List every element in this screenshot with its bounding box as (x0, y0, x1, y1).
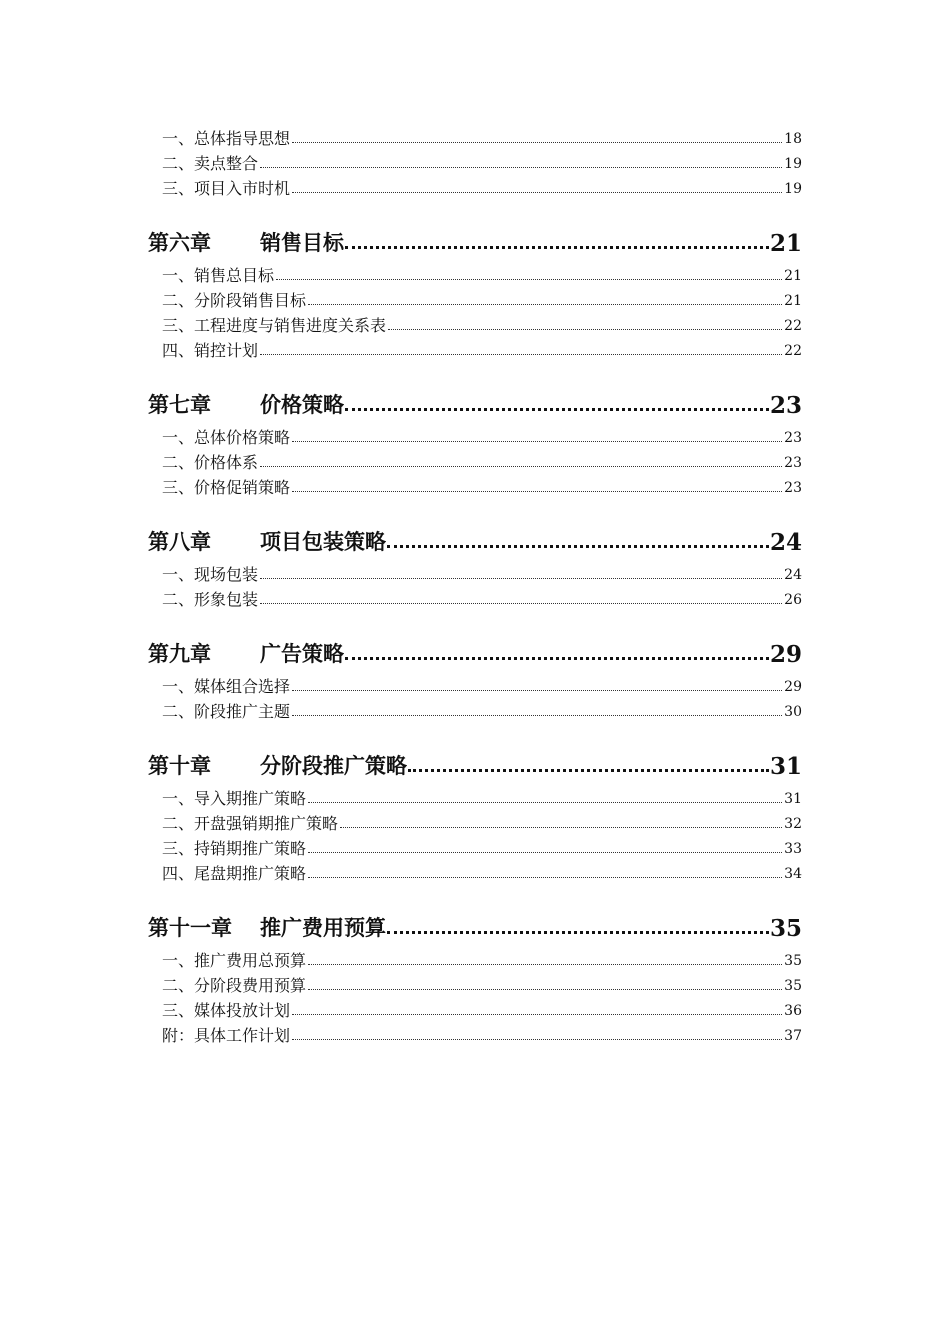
page-number: 31 (769, 753, 802, 780)
section-title: 一、总体价格策略 (162, 428, 291, 447)
section-title: 附：具体工作计划 (162, 1026, 291, 1045)
toc-section-entry[interactable] (148, 996, 802, 1021)
page-number: 35 (784, 978, 802, 994)
dot-leader (276, 279, 782, 280)
dot-leader (308, 877, 782, 878)
toc-section-entry[interactable] (148, 946, 802, 971)
page-number: 23 (769, 392, 802, 419)
toc-section-entry[interactable] (148, 585, 802, 610)
page-number: 29 (784, 679, 802, 695)
page-number: 29 (769, 641, 802, 668)
page-number: 35 (769, 915, 802, 942)
dot-leader (340, 827, 782, 828)
toc-section-entry[interactable] (148, 473, 802, 498)
toc-section-entry[interactable] (148, 971, 802, 996)
section-title: 四、尾盘期推广策略 (162, 864, 307, 883)
toc-section-entry[interactable] (148, 174, 802, 199)
section-title: 三、媒体投放计划 (162, 1001, 291, 1020)
toc-section-entry[interactable] (148, 448, 802, 473)
chapter-title: 销售目标 (260, 230, 344, 255)
page-number: 21 (784, 293, 802, 309)
section-title: 二、分阶段销售目标 (162, 291, 307, 310)
page-number: 36 (784, 1003, 802, 1019)
section-title: 一、现场包装 (162, 565, 259, 584)
chapter-number: 第九章 (148, 641, 211, 666)
page-number: 34 (784, 866, 802, 882)
chapter-title: 项目包装策略 (260, 529, 386, 554)
toc-section-entry[interactable] (148, 697, 802, 722)
dot-leader (408, 769, 769, 772)
table-of-contents (148, 124, 802, 1046)
section-title: 二、分阶段费用预算 (162, 976, 307, 995)
toc-section-entry[interactable] (148, 336, 802, 361)
toc-section-entry[interactable] (148, 784, 802, 809)
dot-leader (292, 441, 782, 442)
section-title: 二、价格体系 (162, 453, 259, 472)
chapter-title: 广告策略 (260, 641, 344, 666)
chapter-title: 价格策略 (260, 392, 344, 417)
section-title: 一、媒体组合选择 (162, 677, 291, 696)
page-number: 19 (784, 181, 802, 197)
chapter-title: 分阶段推广策略 (260, 753, 407, 778)
dot-leader (308, 964, 782, 965)
page-number: 19 (784, 156, 802, 172)
toc-section-entry[interactable] (148, 286, 802, 311)
dot-leader (292, 491, 782, 492)
section-title: 三、持销期推广策略 (162, 839, 307, 858)
page-number: 21 (769, 230, 802, 257)
dot-leader (292, 192, 782, 193)
section-title: 一、导入期推广策略 (162, 789, 307, 808)
toc-section-entry[interactable] (148, 834, 802, 859)
dot-leader (292, 142, 782, 143)
dot-leader (345, 246, 769, 249)
toc-chapter-entry[interactable] (148, 219, 802, 257)
toc-section-entry[interactable] (148, 124, 802, 149)
toc-section-entry[interactable] (148, 149, 802, 174)
chapter-number: 第七章 (148, 392, 211, 417)
chapter-number: 第十章 (148, 753, 211, 778)
chapter-title: 推广费用预算 (260, 915, 386, 940)
page-number: 26 (784, 592, 802, 608)
dot-leader (308, 802, 782, 803)
dot-leader (260, 603, 782, 604)
toc-chapter-entry[interactable] (148, 904, 802, 942)
section-title: 二、开盘强销期推广策略 (162, 814, 339, 833)
section-title: 一、推广费用总预算 (162, 951, 307, 970)
section-title: 一、销售总目标 (162, 266, 275, 285)
section-title: 三、价格促销策略 (162, 478, 291, 497)
dot-leader (260, 167, 782, 168)
dot-leader (292, 715, 782, 716)
toc-chapter-entry[interactable] (148, 381, 802, 419)
dot-leader (388, 329, 782, 330)
dot-leader (260, 466, 782, 467)
dot-leader (260, 354, 782, 355)
page-number: 33 (784, 841, 802, 857)
toc-section-entry[interactable] (148, 859, 802, 884)
page-number: 23 (784, 455, 802, 471)
toc-chapter-entry[interactable] (148, 742, 802, 780)
section-title: 三、项目入市时机 (162, 179, 291, 198)
section-title: 一、总体指导思想 (162, 129, 291, 148)
section-title: 二、形象包装 (162, 590, 259, 609)
page-number: 37 (784, 1028, 802, 1044)
chapter-number: 第八章 (148, 529, 211, 554)
page-number: 32 (784, 816, 802, 832)
dot-leader (260, 578, 782, 579)
dot-leader (292, 1014, 782, 1015)
page-number: 23 (784, 430, 802, 446)
page-number: 21 (784, 268, 802, 284)
chapter-number: 第六章 (148, 230, 211, 255)
toc-chapter-entry[interactable] (148, 518, 802, 556)
toc-section-entry[interactable] (148, 672, 802, 697)
dot-leader (292, 1039, 782, 1040)
page-number: 18 (784, 131, 802, 147)
toc-section-entry[interactable] (148, 311, 802, 336)
dot-leader (345, 408, 769, 411)
page-number: 22 (784, 318, 802, 334)
page-number: 35 (784, 953, 802, 969)
chapter-number: 第十一章 (148, 915, 232, 940)
dot-leader (308, 304, 782, 305)
toc-section-entry[interactable] (148, 560, 802, 585)
dot-leader (308, 989, 782, 990)
page-number: 23 (784, 480, 802, 496)
page-number: 22 (784, 343, 802, 359)
section-title: 二、卖点整合 (162, 154, 259, 173)
toc-section-entry[interactable] (148, 261, 802, 286)
section-title: 三、工程进度与销售进度关系表 (162, 316, 387, 335)
dot-leader (292, 690, 782, 691)
section-title: 二、阶段推广主题 (162, 702, 291, 721)
page-number: 24 (769, 529, 802, 556)
page-number: 31 (784, 791, 802, 807)
dot-leader (345, 657, 769, 660)
toc-chapter-entry[interactable] (148, 630, 802, 668)
dot-leader (387, 931, 769, 934)
page-number: 30 (784, 704, 802, 720)
section-title: 四、销控计划 (162, 341, 259, 360)
page-number: 24 (784, 567, 802, 583)
toc-section-entry[interactable] (148, 1021, 802, 1046)
toc-section-entry[interactable] (148, 809, 802, 834)
toc-section-entry[interactable] (148, 423, 802, 448)
dot-leader (308, 852, 782, 853)
dot-leader (387, 545, 769, 548)
